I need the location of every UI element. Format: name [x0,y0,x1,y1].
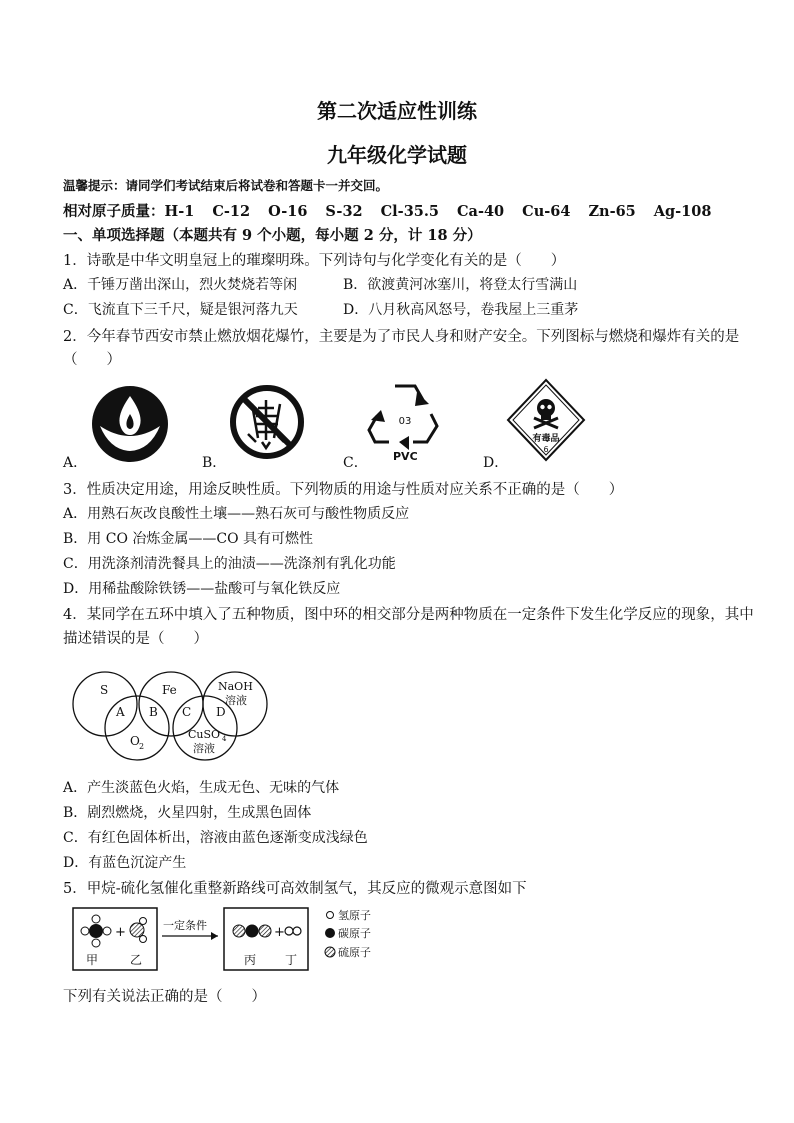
methane-molecule-icon [81,915,111,947]
q3-option-a: A．用熟石灰改良酸性土壤——熟石灰可与酸性物质反应 [63,506,410,522]
ring-label-o2: O [130,734,140,748]
ring-fe [139,672,203,736]
ring-label-cuso4-sub: 4 [222,735,227,743]
plus-sign-right: + [274,925,285,940]
flammable-sign-icon [90,384,170,464]
legend-sulfur-icon [325,947,335,957]
atomic-mass-ag: Ag-108 [653,203,712,220]
q3-option-c: C．用洗涤剂清洗餐具上的油渍——洗涤剂有乳化功能 [63,556,396,572]
atomic-mass-h: H-1 [164,203,195,220]
intersection-d: D [216,705,226,719]
q1-option-b: B．欲渡黄河冰塞川，将登太行雪满山 [343,277,578,293]
ring-label-naoh: NaOH [218,680,253,693]
legend-hydrogen-icon [327,912,334,919]
q2-label-c: C． [343,455,368,471]
legend-hydrogen: 氢原子 [338,909,371,922]
q3-option-b: B．用 CO 冶炼金属——CO 具有可燃性 [63,531,314,547]
ring-label-cuso4: CuSO [188,728,221,741]
reaction-condition: 一定条件 [163,919,207,932]
q4-option-c: C．有红色固体析出，溶液由蓝色逐渐变成浅绿色 [63,830,368,846]
no-fireworks-sign-icon [228,382,306,462]
toxic-class-number: 6 [543,445,549,454]
carbon-disulfide-molecule-icon [233,925,271,938]
ring-label-o2-sub: 2 [139,742,145,751]
intersection-b: B [149,705,158,719]
ring-label-naoh-solution: 溶液 [225,694,247,707]
arrow-head-icon [211,932,218,940]
atomic-mass-cl: Cl-35.5 [380,203,440,220]
q2-stem-line1: 2．今年春节西安市禁止燃放烟花爆竹，主要是为了市民人身和财产安全。下列图标与燃烧和爆炸有关的是 [63,329,740,345]
recycle-label: PVC [393,450,418,463]
atomic-mass-o: O-16 [268,203,308,220]
page-subtitle: 九年级化学试题 [327,143,467,167]
q4-option-a: A．产生淡蓝色火焰，生成无色、无味的气体 [63,780,340,796]
plus-sign-left: + [115,925,126,940]
atomic-mass-c: C-12 [212,203,251,220]
five-rings-diagram [70,662,270,762]
intersection-a: A [116,705,125,719]
recycle-sign-icon [365,378,445,454]
q1-stem: 1．诗歌是中华文明皇冠上的璀璨明珠。下列诗句与化学变化有关的是（ ） [63,253,566,269]
q2-label-d: D． [483,455,509,471]
q3-stem: 3．性质决定用途，用途反映性质。下列物质的用途与性质对应关系不正确的是（ ） [63,482,624,498]
atomic-mass-cu: Cu-64 [522,203,571,220]
section-heading: 一、单项选择题（本题共有 9 个小题，每小题 2 分，计 18 分） [63,227,482,244]
q2-label-a: A． [63,455,88,471]
atomic-mass-zn: Zn-65 [588,203,636,220]
exam-tip: 温馨提示：请同学们考试结束后将试卷和答题卡一并交回。 [63,178,389,193]
q5-followup: 下列有关说法正确的是（ ） [63,989,266,1005]
q4-stem-line1: 4．某同学在五环中填入了五种物质，图中环的相交部分是两种物质在一定条件下发生化学反应的现象，其中 [63,607,754,623]
label-yi: 乙 [130,953,143,967]
q1-option-d: D．八月秋高风怒号，卷我屋上三重茅 [343,302,579,318]
q4-option-b: B．剧烈燃烧，火星四射，生成黑色固体 [63,805,312,821]
legend-carbon: 碳原子 [338,927,371,940]
atomic-mass-label: 相对原子质量： [63,203,165,220]
atomic-mass-s: S-32 [325,203,363,220]
q1-option-c: C．飞流直下三千尺，疑是银河落九天 [63,302,298,318]
legend-carbon-icon [325,928,335,938]
recycle-code: 03 [398,416,412,427]
q4-option-d: D．有蓝色沉淀产生 [63,855,187,871]
hydrogen-molecule-icon [285,927,301,935]
atomic-mass-ca: Ca-40 [457,203,505,220]
label-jia: 甲 [86,953,99,967]
hydrogen-sulfide-molecule-icon [130,918,147,943]
legend-sulfur: 硫原子 [338,946,371,959]
q3-option-d: D．用稀盐酸除铁锈——盐酸可与氧化铁反应 [63,581,341,597]
label-ding: 丁 [285,953,298,967]
ring-label-cuso4-solution: 溶液 [193,742,215,755]
toxic-label: 有毒品 [532,434,560,444]
reaction-micro-diagram [72,905,392,973]
atomic-mass-row [63,200,711,221]
q4-stem-line2: 描述错误的是（ ） [63,631,208,647]
ring-label-fe: Fe [162,683,177,697]
intersection-c: C [182,705,192,719]
q5-stem: 5．甲烷-硫化氢催化重整新路线可高效制氢气，其反应的微观示意图如下 [63,881,527,897]
label-bing: 丙 [244,953,257,967]
page-title: 第二次适应性训练 [317,99,477,123]
q2-label-b: B． [202,455,227,471]
q1-option-a: A．千锤万凿出深山，烈火焚烧若等闲 [63,277,298,293]
q2-stem-line2: （ ） [63,352,121,368]
toxic-sign-icon [506,378,586,462]
ring-label-s: S [100,683,109,697]
